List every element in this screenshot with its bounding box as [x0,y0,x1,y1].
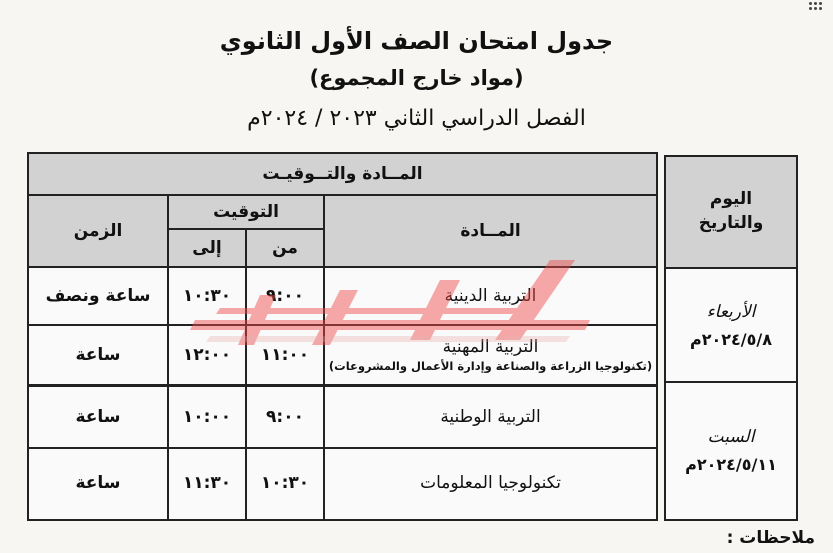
day-date-header: اليوم والتاريخ [666,157,796,267]
from-time: ١١:٠٠ [260,345,310,365]
to-time: ١٠:٠٠ [182,407,232,427]
from-time: ١٠:٣٠ [260,473,310,493]
to-time: ١١:٣٠ [182,473,232,493]
duration-cell: ساعة [75,407,121,427]
page-title: جدول امتحان الصف الأول الثانوي [219,27,614,55]
to-header: إلى [169,230,245,266]
subject-cell: التربية الوطنية [440,407,541,427]
duration-cell: ساعة [75,473,121,493]
day-date-cell-1 [666,269,796,381]
date-label: ٢٠٢٤/٥/١١م [685,454,777,474]
day-date-cell-2 [666,383,796,517]
subject-timing-header: المــادة والتــوقيـت [29,154,656,194]
subject-cell: التربية المهنية (تكنولوجيا الزراعة والصناعة وإدارة الأعمال والمشروعات) [328,337,653,373]
date-label: ٢٠٢٤/٥/٨م [690,329,773,349]
subject-header: المــادة [325,196,656,266]
duration-cell: ساعة [75,345,121,365]
duration-cell: ساعة ونصف [45,286,151,306]
from-time: ٩:٠٠ [266,407,304,427]
subject-cell: التربية الدينية [444,286,537,306]
subject-cell: تكنولوجيا المعلومات [420,473,561,493]
to-time: ١٠:٣٠ [182,286,232,306]
semester-line: الفصل الدراسي الثاني ٢٠٢٣ / ٢٠٢٤م [247,106,586,131]
to-time: ١٢:٠٠ [182,345,232,365]
timing-header: التوقيت [169,196,323,228]
corner-dots [809,2,823,12]
page-subtitle: (مواد خارج المجموع) [309,66,524,90]
day-label: الأربعاء [706,301,756,322]
watermark-logo [190,250,610,370]
from-time: ٩:٠٠ [266,286,304,306]
subject-note: (تكنولوجيا الزراعة والصناعة وإدارة الأعمال والمشروعات) [328,359,653,373]
notes-label: ملاحظات : [726,528,815,548]
day-label: السبت [707,426,755,447]
from-header: من [247,230,323,266]
duration-header: الزمن [29,196,167,266]
day-date-table [664,155,798,521]
